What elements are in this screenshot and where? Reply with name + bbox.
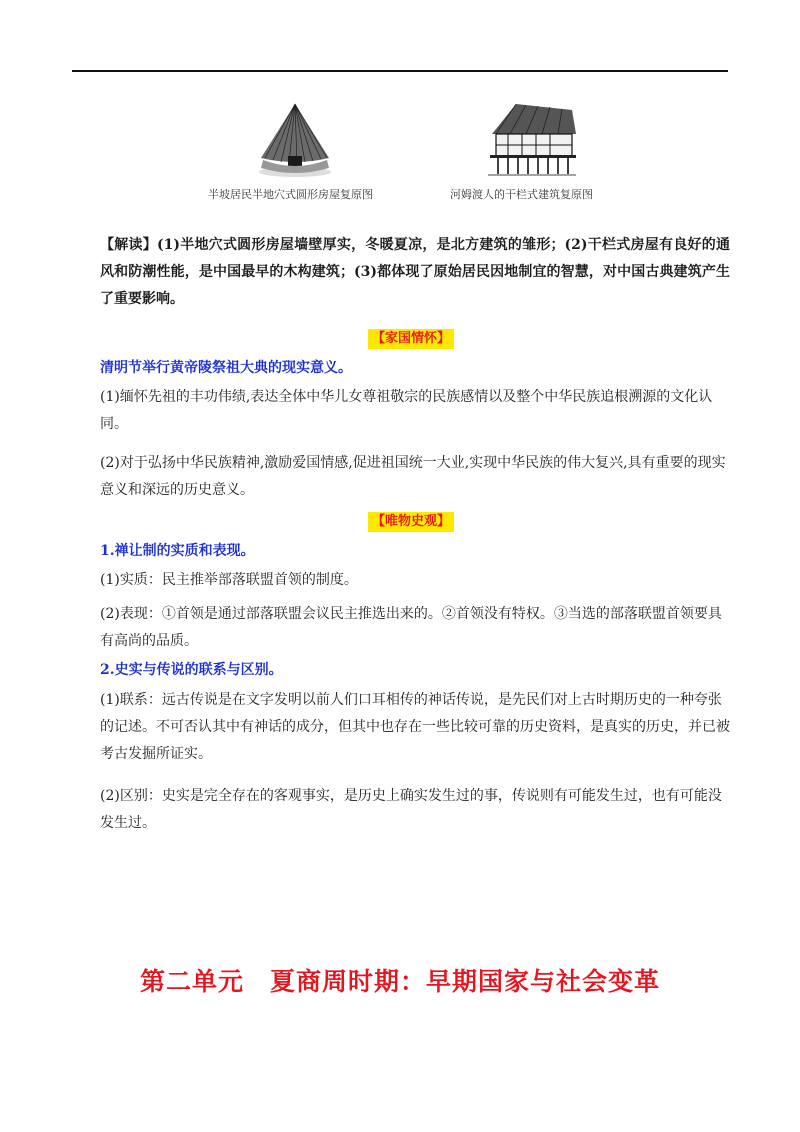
round-hut-illustration xyxy=(255,100,335,180)
section-heading-qingming: 清明节举行黄帝陵祭祖大典的现实意义。 xyxy=(100,360,352,376)
section-tag-home-country: 【家国情怀】 xyxy=(368,329,454,349)
abdication-essence: (1)实质：民主推举部落联盟首领的制度。 xyxy=(100,572,358,588)
heading-fact-vs-legend: 2.史实与传说的联系与区别。 xyxy=(100,662,283,678)
figure-caption-stilt-house: 河姆渡人的干栏式建筑复原图 xyxy=(450,188,593,201)
heading-abdication-system: 1.禅让制的实质和表现。 xyxy=(100,543,255,559)
home-paragraph-2: (2)对于弘扬中华民族精神,激励爱国情感,促进祖国统一大业,实现中华民族的伟大复兴,具有重要的现实意义和深远的历史意义。 xyxy=(100,455,726,498)
home-paragraph-1: (1)缅怀先祖的丰功伟绩,表达全体中华儿女尊祖敬宗的民族感情以及整个中华民族追根溯源的文化认同。 xyxy=(100,389,713,432)
abdication-manifestation: (2)表现：①首领是通过部落联盟会议民主推选出来的。②首领没有特权。③当选的部落联盟首领要具有高尚的品质。 xyxy=(100,606,722,649)
figure-caption-round-house: 半坡居民半地穴式圆形房屋复原图 xyxy=(208,188,373,201)
section-tag-historical-materialism: 【唯物史观】 xyxy=(368,512,454,532)
stilt-house-illustration xyxy=(486,100,578,180)
interpretation-paragraph: 【解读】(1)半地穴式圆形房屋墙壁厚实，冬暖夏凉，是北方建筑的雏形；(2)干栏式房屋有良好的通风和防潮性能，是中国最早的木构建筑；(3)都体现了原始居民因地制宜的智慧，对中国古典建筑产生了重要影响。 xyxy=(100,237,730,307)
fact-legend-connection: (1)联系：远古传说是在文字发明以前人们口耳相传的神话传说，是先民们对上古时期历史的一种夸张的记述。不可否认其中有神话的成分，但其中也存在一些比较可靠的历史资料，是真实的历史，并已被考古发掘所证实。 xyxy=(100,692,730,762)
fact-legend-difference: (2)区别：史实是完全存在的客观事实，是历史上确实发生过的事，传说则有可能发生过，也有可能没发生过。 xyxy=(100,788,722,831)
header-rule xyxy=(72,70,728,72)
unit-title: 第二单元 夏商周时期：早期国家与社会变革 xyxy=(139,967,660,996)
